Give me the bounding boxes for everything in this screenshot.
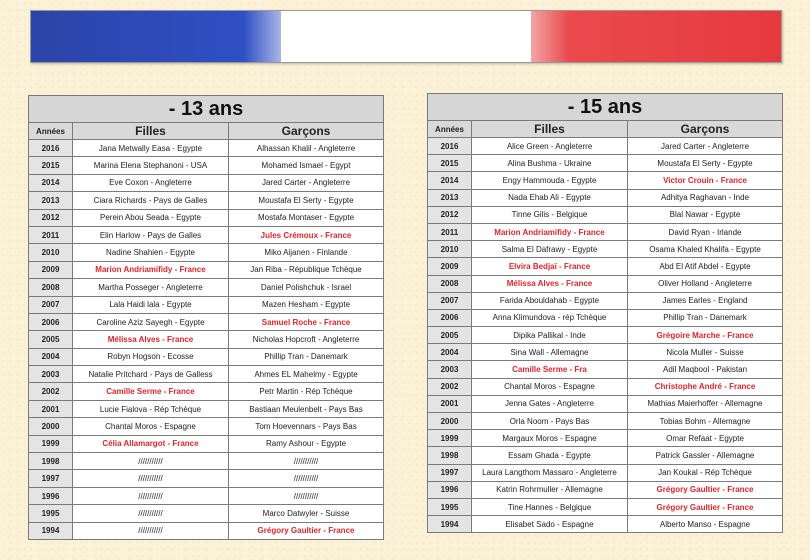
boys-winner-cell: Grégoire Marche - France <box>628 327 783 344</box>
boys-winner-cell: Jared Carter - Angleterre <box>628 138 783 155</box>
girls-winner-cell: Laura Langthom Massaro - Angleterre <box>472 464 628 481</box>
table-under-15 <box>427 93 783 533</box>
boys-winner-cell: Samuel Roche - France <box>229 313 384 330</box>
girls-winner-cell: Ciara Richards - Pays de Galles <box>73 192 229 209</box>
boys-winner-cell: Tobias Bohm - Allemagne <box>628 413 783 430</box>
boys-winner-cell: Oliver Holland - Angleterre <box>628 275 783 292</box>
boys-winner-cell: /////////// <box>229 487 384 504</box>
table-row <box>29 226 384 243</box>
girls-winner-cell: Chantal Moros - Espagne <box>73 418 229 435</box>
table-under-13 <box>28 95 384 540</box>
year-cell: 2009 <box>428 258 472 275</box>
table-row <box>428 378 783 395</box>
boys-winner-cell: David Ryan - Irlande <box>628 223 783 240</box>
girls-winner-cell: Alina Bushma - Ukraine <box>472 155 628 172</box>
girls-winner-cell: Perein Abou Seada - Egypte <box>73 209 229 226</box>
year-cell: 2008 <box>428 275 472 292</box>
table-row <box>428 189 783 206</box>
boys-winner-cell: Tom Hoevennars - Pays Bas <box>229 418 384 435</box>
table-row <box>29 244 384 261</box>
girls-winner-cell: Elin Harlow - Pays de Galles <box>73 226 229 243</box>
year-cell: 2014 <box>428 172 472 189</box>
girls-winner-cell: Margaux Moros - Espagne <box>472 430 628 447</box>
boys-winner-cell: Adil Maqbool - Pakistan <box>628 361 783 378</box>
boys-winner-cell: Phillip Tran - Danemark <box>628 309 783 326</box>
french-flag-banner <box>30 10 782 63</box>
boys-winner-cell: Phillip Tran - Danemark <box>229 348 384 365</box>
table-row <box>29 366 384 383</box>
girls-winner-cell: /////////// <box>73 522 229 539</box>
table-row <box>428 481 783 498</box>
boys-winner-cell: Daniel Polishchuk - Israel <box>229 279 384 296</box>
girls-winner-cell: Jenna Gates - Angleterre <box>472 395 628 412</box>
year-cell: 2013 <box>29 192 73 209</box>
table-row <box>29 296 384 313</box>
year-cell: 2012 <box>428 206 472 223</box>
girls-winner-cell: Camille Serme - France <box>73 383 229 400</box>
table-row <box>29 487 384 504</box>
girls-winner-cell: Chantal Moros - Espagne <box>472 378 628 395</box>
column-header-boys: Garçons <box>229 123 384 140</box>
boys-winner-cell: Ramy Ashour - Egypte <box>229 435 384 452</box>
girls-winner-cell: Dipika Pallikal - Inde <box>472 327 628 344</box>
girls-winner-cell: Engy Hammouda - Egypte <box>472 172 628 189</box>
year-cell: 2005 <box>29 331 73 348</box>
year-cell: 2009 <box>29 261 73 278</box>
girls-winner-cell: Lucie Fialova - Rép Tchèque <box>73 400 229 417</box>
table-row <box>29 453 384 470</box>
table-row <box>428 327 783 344</box>
year-cell: 2006 <box>428 309 472 326</box>
table-row <box>29 174 384 191</box>
table-row <box>29 331 384 348</box>
table-row <box>428 206 783 223</box>
boys-winner-cell: Abd El Atif Abdel - Egypte <box>628 258 783 275</box>
girls-winner-cell: Nadine Shahien - Egypte <box>73 244 229 261</box>
boys-winner-cell: Miko Aijanen - Finlande <box>229 244 384 261</box>
year-cell: 2013 <box>428 189 472 206</box>
boys-winner-cell: Moustafa El Serty - Egypte <box>628 155 783 172</box>
year-cell: 2001 <box>428 395 472 412</box>
girls-winner-cell: Sina Wall - Allemagne <box>472 344 628 361</box>
girls-winner-cell: Mélissa Alves - France <box>73 331 229 348</box>
table-row <box>29 383 384 400</box>
girls-winner-cell: /////////// <box>73 453 229 470</box>
year-cell: 2016 <box>29 140 73 157</box>
year-cell: 1999 <box>428 430 472 447</box>
year-cell: 1996 <box>428 481 472 498</box>
table-row <box>428 258 783 275</box>
table-row <box>29 505 384 522</box>
year-cell: 2006 <box>29 313 73 330</box>
girls-winner-cell: Tinne Gilis - Belgique <box>472 206 628 223</box>
table-row <box>29 348 384 365</box>
year-cell: 2004 <box>29 348 73 365</box>
boys-winner-cell: Jan Koukal - Rép Tchèque <box>628 464 783 481</box>
girls-winner-cell: Camille Serme - Fra <box>472 361 628 378</box>
boys-winner-cell: Grégory Gaultier - France <box>628 481 783 498</box>
girls-winner-cell: Katrin Rohrmuller - Allemagne <box>472 481 628 498</box>
boys-winner-cell: Alberto Manso - Espagne <box>628 516 783 533</box>
year-cell: 2002 <box>29 383 73 400</box>
year-cell: 1994 <box>428 516 472 533</box>
year-cell: 1996 <box>29 487 73 504</box>
boys-winner-cell: Mazen Hesham - Egypte <box>229 296 384 313</box>
year-cell: 2015 <box>29 157 73 174</box>
year-cell: 2012 <box>29 209 73 226</box>
girls-winner-cell: /////////// <box>73 505 229 522</box>
boys-winner-cell: Christophe André - France <box>628 378 783 395</box>
year-cell: 1995 <box>29 505 73 522</box>
table-row <box>428 430 783 447</box>
girls-winner-cell: Mélissa Alves - France <box>472 275 628 292</box>
table-row <box>428 395 783 412</box>
boys-winner-cell: Jules Crémoux - France <box>229 226 384 243</box>
table-body <box>428 138 783 533</box>
year-cell: 1994 <box>29 522 73 539</box>
boys-winner-cell: Alhassan Khalil - Angleterre <box>229 140 384 157</box>
girls-winner-cell: Marion Andriamifidy - France <box>472 223 628 240</box>
girls-winner-cell: Alice Green - Angleterre <box>472 138 628 155</box>
boys-winner-cell: Jared Carter - Angleterre <box>229 174 384 191</box>
girls-winner-cell: Lala Haidi lala - Egypte <box>73 296 229 313</box>
column-header-year: Années <box>29 123 73 140</box>
table-row <box>428 516 783 533</box>
girls-winner-cell: Caroline Aziz Sayegh - Egypte <box>73 313 229 330</box>
girls-winner-cell: Eve Coxon - Angleterre <box>73 174 229 191</box>
table-row <box>428 361 783 378</box>
year-cell: 2002 <box>428 378 472 395</box>
boys-winner-cell: Marco Datwyler - Suisse <box>229 505 384 522</box>
girls-winner-cell: Nada Ehab Ali - Egypte <box>472 189 628 206</box>
girls-winner-cell: Elisabet Sado - Espagne <box>472 516 628 533</box>
boys-winner-cell: Bastiaan Meulenbelt - Pays Bas <box>229 400 384 417</box>
table-row <box>428 309 783 326</box>
table-row <box>428 275 783 292</box>
table-row <box>29 435 384 452</box>
table-row <box>29 522 384 539</box>
column-header-girls: Filles <box>73 123 229 140</box>
boys-winner-cell: Mostafa Montaser - Egypte <box>229 209 384 226</box>
year-cell: 2008 <box>29 279 73 296</box>
girls-winner-cell: Tine Hannes - Belgique <box>472 498 628 515</box>
year-cell: 2014 <box>29 174 73 191</box>
girls-winner-cell: Anna Klimundova - rép Tchèque <box>472 309 628 326</box>
flag-blue-band <box>31 11 281 62</box>
table-row <box>29 470 384 487</box>
boys-winner-cell: Nicola Muller - Suisse <box>628 344 783 361</box>
table-row <box>428 155 783 172</box>
boys-winner-cell: Mohamed Ismael - Egypt <box>229 157 384 174</box>
girls-winner-cell: Orla Noom - Pays Bas <box>472 413 628 430</box>
girls-winner-cell: Robyn Hogson - Ecosse <box>73 348 229 365</box>
table-row <box>29 209 384 226</box>
boys-winner-cell: Omar Refaat - Egypte <box>628 430 783 447</box>
boys-winner-cell: Grégory Gaultier - France <box>628 498 783 515</box>
girls-winner-cell: Célia Allamargot - France <box>73 435 229 452</box>
boys-winner-cell: Victor Crouin - France <box>628 172 783 189</box>
table-title: - 13 ans <box>29 96 384 123</box>
year-cell: 2007 <box>428 292 472 309</box>
year-cell: 1997 <box>428 464 472 481</box>
table-row <box>428 413 783 430</box>
flag-white-band <box>281 11 531 62</box>
table-row <box>29 400 384 417</box>
boys-winner-cell: Blal Nawar - Egypte <box>628 206 783 223</box>
table-row <box>29 418 384 435</box>
column-header-year: Années <box>428 121 472 138</box>
table-row <box>29 192 384 209</box>
table-row <box>29 313 384 330</box>
girls-winner-cell: Farida Abouldahab - Egypte <box>472 292 628 309</box>
girls-winner-cell: Marion Andriamifidy - France <box>73 261 229 278</box>
year-cell: 2000 <box>29 418 73 435</box>
year-cell: 2016 <box>428 138 472 155</box>
boys-winner-cell: Grégory Gaultier - France <box>229 522 384 539</box>
year-cell: 1998 <box>29 453 73 470</box>
girls-winner-cell: Elvira Bedjaï - France <box>472 258 628 275</box>
year-cell: 1995 <box>428 498 472 515</box>
boys-winner-cell: Patrick Gassler - Allemagne <box>628 447 783 464</box>
girls-winner-cell: Marina Elena Stephanoni - USA <box>73 157 229 174</box>
boys-winner-cell: Osama Khaled Khalifa - Egypte <box>628 241 783 258</box>
boys-winner-cell: Mathias Maierhoffer - Allemagne <box>628 395 783 412</box>
girls-winner-cell: Natalie Pritchard - Pays de Galless <box>73 366 229 383</box>
boys-winner-cell: Ahmes EL Mahelmy - Egypte <box>229 366 384 383</box>
table-row <box>428 138 783 155</box>
girls-winner-cell: /////////// <box>73 487 229 504</box>
table-row <box>29 261 384 278</box>
column-header-girls: Filles <box>472 121 628 138</box>
table-row <box>29 279 384 296</box>
table-row <box>428 344 783 361</box>
girls-winner-cell: Salma El Dafrawy - Egypte <box>472 241 628 258</box>
boys-winner-cell: /////////// <box>229 470 384 487</box>
table-body <box>29 140 384 540</box>
year-cell: 2011 <box>428 223 472 240</box>
year-cell: 2007 <box>29 296 73 313</box>
table-row <box>428 223 783 240</box>
year-cell: 2005 <box>428 327 472 344</box>
table-row <box>428 498 783 515</box>
year-cell: 2010 <box>428 241 472 258</box>
year-cell: 2011 <box>29 226 73 243</box>
girls-winner-cell: Jana Metwally Easa - Egypte <box>73 140 229 157</box>
boys-winner-cell: Petr Martin - Rép Tchèque <box>229 383 384 400</box>
girls-winner-cell: Essam Ghada - Egypte <box>472 447 628 464</box>
boys-winner-cell: Nicholas Hopcroft - Angleterre <box>229 331 384 348</box>
table-row <box>428 292 783 309</box>
table-row <box>428 464 783 481</box>
column-header-boys: Garçons <box>628 121 783 138</box>
year-cell: 2003 <box>428 361 472 378</box>
table-row <box>428 447 783 464</box>
year-cell: 2001 <box>29 400 73 417</box>
year-cell: 2000 <box>428 413 472 430</box>
boys-winner-cell: Jan Riba - République Tchèque <box>229 261 384 278</box>
year-cell: 2004 <box>428 344 472 361</box>
table-row <box>428 241 783 258</box>
year-cell: 2010 <box>29 244 73 261</box>
boys-winner-cell: James Earles - England <box>628 292 783 309</box>
boys-winner-cell: /////////// <box>229 453 384 470</box>
boys-winner-cell: Moustafa El Serty - Egypte <box>229 192 384 209</box>
flag-red-band <box>531 11 781 62</box>
boys-winner-cell: Adhitya Raghavan - Inde <box>628 189 783 206</box>
girls-winner-cell: Martha Posseger - Angleterre <box>73 279 229 296</box>
table-row <box>428 172 783 189</box>
table-title: - 15 ans <box>428 94 783 121</box>
table-row <box>29 157 384 174</box>
table-row <box>29 140 384 157</box>
girls-winner-cell: /////////// <box>73 470 229 487</box>
year-cell: 1998 <box>428 447 472 464</box>
year-cell: 1999 <box>29 435 73 452</box>
year-cell: 2003 <box>29 366 73 383</box>
year-cell: 1997 <box>29 470 73 487</box>
year-cell: 2015 <box>428 155 472 172</box>
